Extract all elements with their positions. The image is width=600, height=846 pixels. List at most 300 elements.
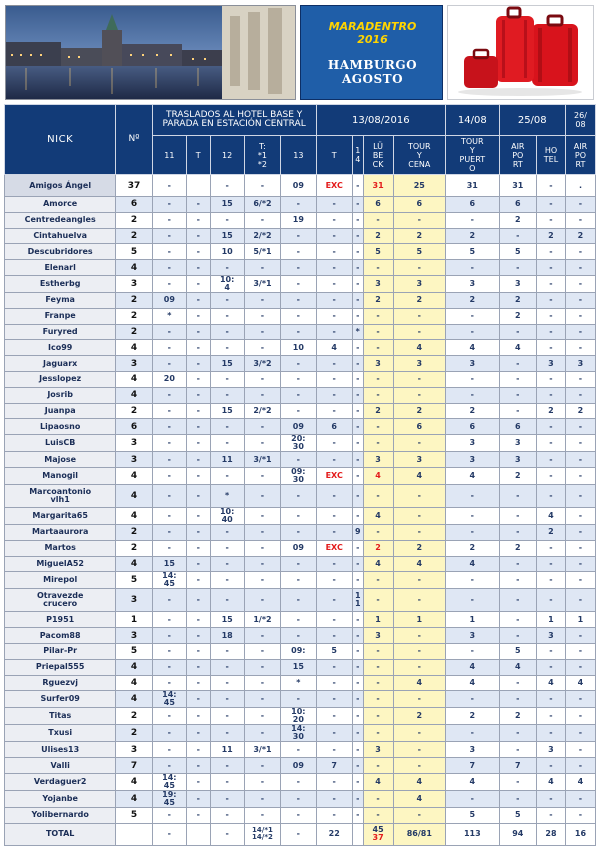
cell-t: - <box>186 556 210 572</box>
cell-airport-2608: - <box>565 452 595 468</box>
cell-hotel: 4 <box>537 507 566 524</box>
cell-t13: - <box>281 484 316 507</box>
cell-nick: Amorce <box>5 197 116 213</box>
cell-nick: TOTAL <box>5 823 116 845</box>
cell-t13b: - <box>316 403 352 419</box>
cell-t13: - <box>281 612 316 628</box>
cell-t14: - <box>352 556 363 572</box>
cell-airport-2508: 3 <box>499 452 536 468</box>
cell-tour-cena: 2 <box>393 540 445 556</box>
cell-hotel: - <box>537 292 566 308</box>
cell-lubeck: 5 <box>363 244 393 260</box>
col-12: 12 <box>210 136 244 175</box>
table-row <box>5 807 596 823</box>
cell-tstar: - <box>244 691 280 708</box>
table-row <box>5 556 596 572</box>
cell-t12: 10: 4 <box>210 275 244 292</box>
cell-lubeck: 6 <box>363 197 393 213</box>
cell-t: - <box>186 244 210 260</box>
cell-tour-cena: 3 <box>393 356 445 372</box>
cell-nick: Elenarl <box>5 260 116 276</box>
cell-t: - <box>186 419 210 435</box>
cell-t13b: - <box>316 612 352 628</box>
cell-t11: - <box>152 324 186 340</box>
col-num: Nº <box>116 105 152 175</box>
cell-tour-cena: - <box>393 572 445 589</box>
cell-airport-2508: 5 <box>499 643 536 659</box>
cell-tstar: - <box>244 308 280 324</box>
cell-t13b: - <box>316 435 352 452</box>
cell-nick: Feyma <box>5 292 116 308</box>
event-place: HAMBURGO AGOSTO <box>327 58 418 86</box>
cell-t13b: 4 <box>316 340 352 356</box>
cell-tour-puerto: 6 <box>446 197 500 213</box>
col-t: T <box>186 136 210 175</box>
cell-t: - <box>186 507 210 524</box>
cell-tstar: - <box>244 212 280 228</box>
cell-airport-2608: - <box>565 244 595 260</box>
cell-num: 3 <box>116 275 152 292</box>
col-airport-2508: AIR PO RT <box>499 136 536 175</box>
cell-num: 3 <box>116 628 152 644</box>
cell-t: - <box>186 589 210 612</box>
cell-t13: - <box>281 228 316 244</box>
cell-num: 4 <box>116 691 152 708</box>
cell-airport-2508: 3 <box>499 275 536 292</box>
cell-tstar: - <box>244 484 280 507</box>
cell-tstar: - <box>244 758 280 774</box>
cell-tour-cena: - <box>393 507 445 524</box>
cell-lubeck: - <box>363 643 393 659</box>
cell-nick: Yojanbe <box>5 790 116 807</box>
cell-nick: Estherbg <box>5 275 116 292</box>
cell-hotel: - <box>537 260 566 276</box>
cell-tour-puerto: 3 <box>446 742 500 758</box>
cell-t: - <box>186 540 210 556</box>
table-row <box>5 589 596 612</box>
cell-lubeck: 4 <box>363 773 393 790</box>
cell-t11: - <box>152 524 186 540</box>
table-row <box>5 292 596 308</box>
cell-airport-2608: 2 <box>565 228 595 244</box>
cell-tstar: - <box>244 675 280 691</box>
cell-num: 2 <box>116 228 152 244</box>
cell-t12: - <box>210 823 244 845</box>
cell-t14: - <box>352 419 363 435</box>
cell-airport-2508: 2 <box>499 292 536 308</box>
cell-tour-cena: 5 <box>393 244 445 260</box>
cell-num: 2 <box>116 725 152 742</box>
cell-lubeck: 1 <box>363 612 393 628</box>
cell-lubeck: - <box>363 435 393 452</box>
cell-tstar: 3/*1 <box>244 275 280 292</box>
cell-t11: - <box>152 387 186 403</box>
cell-t: - <box>186 292 210 308</box>
cell-airport-2508: 94 <box>499 823 536 845</box>
cell-hotel: - <box>537 659 566 675</box>
cell-t13: - <box>281 807 316 823</box>
cell-tour-puerto: - <box>446 507 500 524</box>
cell-t: - <box>186 572 210 589</box>
col-14: 1 4 <box>352 136 363 175</box>
cell-t11: - <box>152 742 186 758</box>
cell-num: 37 <box>116 175 152 197</box>
cell-t13: - <box>281 275 316 292</box>
cell-t12: - <box>210 324 244 340</box>
table-body <box>5 175 596 846</box>
cell-t14: - <box>352 484 363 507</box>
cell-t13b: EXC <box>316 467 352 484</box>
cell-tour-cena: - <box>393 387 445 403</box>
cell-t13: - <box>281 823 316 845</box>
cell-num: 6 <box>116 419 152 435</box>
cell-tstar: - <box>244 340 280 356</box>
cell-t11: - <box>152 175 186 197</box>
transfers-table-container <box>4 104 596 846</box>
cell-tour-puerto: - <box>446 691 500 708</box>
cell-num: 4 <box>116 556 152 572</box>
cell-tour-puerto: 31 <box>446 175 500 197</box>
cell-t12: - <box>210 643 244 659</box>
cell-tour-cena: 4 <box>393 675 445 691</box>
cell-t13b: - <box>316 452 352 468</box>
cell-t11: 19: 45 <box>152 790 186 807</box>
cell-t12: - <box>210 371 244 387</box>
cell-t: - <box>186 790 210 807</box>
cell-nick: Pilar-Pr <box>5 643 116 659</box>
cell-t13b: - <box>316 556 352 572</box>
cell-t11: - <box>152 725 186 742</box>
cell-tstar: - <box>244 435 280 452</box>
col-group-2608: 26/ 08 <box>565 105 595 136</box>
cell-tstar: 3/*1 <box>244 742 280 758</box>
cell-t13: - <box>281 524 316 540</box>
cell-tstar: 14/*1 14/*2 <box>244 823 280 845</box>
cell-num: 3 <box>116 589 152 612</box>
cell-hotel: - <box>537 572 566 589</box>
cell-t: - <box>186 691 210 708</box>
cell-nick: Jesslopez <box>5 371 116 387</box>
total-row <box>5 823 596 845</box>
cell-num: 4 <box>116 467 152 484</box>
cell-tour-puerto: - <box>446 484 500 507</box>
cell-t12: - <box>210 524 244 540</box>
table-row <box>5 452 596 468</box>
cell-airport-2508: - <box>499 387 536 403</box>
cell-t11: - <box>152 708 186 725</box>
cell-hotel: - <box>537 275 566 292</box>
cell-airport-2508: 2 <box>499 308 536 324</box>
cell-hotel: - <box>537 691 566 708</box>
col-t-star: T: *1 *2 <box>244 136 280 175</box>
cell-t11: 09 <box>152 292 186 308</box>
cell-t13b: - <box>316 212 352 228</box>
cell-tstar: - <box>244 524 280 540</box>
luggage-image <box>447 5 594 100</box>
table-row <box>5 484 596 507</box>
cell-t14: - <box>352 675 363 691</box>
cell-nick: Juanpa <box>5 403 116 419</box>
cell-lubeck: - <box>363 371 393 387</box>
cell-tour-puerto: 2 <box>446 540 500 556</box>
cell-t12: - <box>210 340 244 356</box>
cell-nick: Otravezde crucero <box>5 589 116 612</box>
cell-tstar: 1/*2 <box>244 612 280 628</box>
table-row <box>5 324 596 340</box>
cell-tour-cena: - <box>393 643 445 659</box>
event-title-box <box>300 5 443 100</box>
cell-nick: MiguelA52 <box>5 556 116 572</box>
cell-t: - <box>186 371 210 387</box>
cell-num: 4 <box>116 340 152 356</box>
cell-nick: Mirepol <box>5 572 116 589</box>
cell-t13: - <box>281 507 316 524</box>
cell-airport-2608: - <box>565 387 595 403</box>
table-row <box>5 387 596 403</box>
cell-tour-cena: 86/81 <box>393 823 445 845</box>
cell-lubeck: - <box>363 790 393 807</box>
cell-t13b: - <box>316 572 352 589</box>
cell-tour-cena: - <box>393 260 445 276</box>
cell-airport-2508: - <box>499 742 536 758</box>
cell-airport-2608: - <box>565 260 595 276</box>
table-row <box>5 725 596 742</box>
cell-tour-puerto: 6 <box>446 419 500 435</box>
cell-t13: 20: 30 <box>281 435 316 452</box>
cell-t12: 15 <box>210 228 244 244</box>
cell-tstar: - <box>244 507 280 524</box>
cell-t: - <box>186 340 210 356</box>
cell-t13: 15 <box>281 659 316 675</box>
cell-t14: - <box>352 725 363 742</box>
col-13: 13 <box>281 136 316 175</box>
cell-t13: - <box>281 628 316 644</box>
cell-t: - <box>186 275 210 292</box>
cell-tstar: - <box>244 589 280 612</box>
cell-t14: - <box>352 742 363 758</box>
cell-t12: - <box>210 675 244 691</box>
cell-t13b: - <box>316 589 352 612</box>
cell-airport-2608: 3 <box>565 356 595 372</box>
cell-tour-cena: 4 <box>393 790 445 807</box>
cell-tour-puerto: - <box>446 725 500 742</box>
cell-nick: Manogil <box>5 467 116 484</box>
cell-t: - <box>186 675 210 691</box>
cell-t13: - <box>281 244 316 260</box>
cell-num: 4 <box>116 790 152 807</box>
cell-t14: - <box>352 807 363 823</box>
cell-t11: - <box>152 589 186 612</box>
cell-t13b: - <box>316 387 352 403</box>
cell-t: - <box>186 260 210 276</box>
cell-tour-puerto: - <box>446 308 500 324</box>
cell-t12: - <box>210 435 244 452</box>
cell-t14: - <box>352 356 363 372</box>
cell-nick: Martos <box>5 540 116 556</box>
cell-t12: 11 <box>210 742 244 758</box>
cell-lubeck: - <box>363 308 393 324</box>
cell-num: 4 <box>116 675 152 691</box>
cell-t13b: - <box>316 324 352 340</box>
cell-tour-cena: 2 <box>393 708 445 725</box>
cell-t13b: - <box>316 507 352 524</box>
col-group-1308: 13/08/2016 <box>316 105 446 136</box>
cell-airport-2508: - <box>499 371 536 387</box>
table-row <box>5 356 596 372</box>
cell-airport-2508: 2 <box>499 540 536 556</box>
cell-hotel: - <box>537 467 566 484</box>
cell-lubeck: 45 37 <box>363 823 393 845</box>
cell-airport-2608: - <box>565 371 595 387</box>
cell-t14: - <box>352 175 363 197</box>
cell-num: 1 <box>116 612 152 628</box>
table-row <box>5 371 596 387</box>
cell-t12: - <box>210 212 244 228</box>
hamburg-photo <box>5 5 296 100</box>
cell-hotel: - <box>537 484 566 507</box>
cell-t11: 14: 45 <box>152 773 186 790</box>
cell-airport-2608: - <box>565 197 595 213</box>
cell-tour-puerto: 7 <box>446 758 500 774</box>
table-row <box>5 758 596 774</box>
cell-airport-2608: - <box>565 467 595 484</box>
cell-num: 7 <box>116 758 152 774</box>
cell-t: - <box>186 524 210 540</box>
cell-lubeck: 3 <box>363 742 393 758</box>
cell-airport-2508: - <box>499 260 536 276</box>
table-row <box>5 659 596 675</box>
cell-t14: - <box>352 387 363 403</box>
col-tour-puerto: TOUR Y PUERT O <box>446 136 500 175</box>
cell-t11: - <box>152 212 186 228</box>
cell-t14: - <box>352 612 363 628</box>
cell-airport-2508: 5 <box>499 244 536 260</box>
cell-tour-puerto: 3 <box>446 452 500 468</box>
table-row <box>5 228 596 244</box>
cell-t13b: - <box>316 675 352 691</box>
cell-hotel: 28 <box>537 823 566 845</box>
cell-t13b: - <box>316 371 352 387</box>
cell-tour-puerto: 5 <box>446 807 500 823</box>
cell-lubeck: - <box>363 340 393 356</box>
cell-airport-2608: - <box>565 292 595 308</box>
cell-hotel: 4 <box>537 773 566 790</box>
cell-tstar: 3/*1 <box>244 452 280 468</box>
table-row <box>5 419 596 435</box>
cell-num: 2 <box>116 292 152 308</box>
cell-t11: - <box>152 675 186 691</box>
cell-num: 2 <box>116 524 152 540</box>
cell-tour-puerto: 2 <box>446 292 500 308</box>
cell-t: - <box>186 403 210 419</box>
cell-tstar: 2/*2 <box>244 403 280 419</box>
cell-tstar: - <box>244 556 280 572</box>
table-row <box>5 197 596 213</box>
cell-airport-2508: - <box>499 572 536 589</box>
cell-tour-puerto: 113 <box>446 823 500 845</box>
cell-airport-2608: - <box>565 659 595 675</box>
cell-tour-cena: 4 <box>393 556 445 572</box>
table-row <box>5 212 596 228</box>
cell-nick: Amigos Ángel <box>5 175 116 197</box>
cell-nick: Lipaosno <box>5 419 116 435</box>
cell-airport-2508: - <box>499 356 536 372</box>
cell-tour-puerto: - <box>446 589 500 612</box>
cell-lubeck: 3 <box>363 628 393 644</box>
cell-airport-2608: - <box>565 589 595 612</box>
col-11: 11 <box>152 136 186 175</box>
cell-t14: - <box>352 643 363 659</box>
cell-t13: - <box>281 324 316 340</box>
cell-airport-2608: - <box>565 324 595 340</box>
cell-airport-2608: - <box>565 212 595 228</box>
cell-hotel: - <box>537 790 566 807</box>
cell-hotel: - <box>537 212 566 228</box>
table-row <box>5 507 596 524</box>
table-row <box>5 308 596 324</box>
cell-num: 3 <box>116 452 152 468</box>
cell-hotel: - <box>537 175 566 197</box>
cell-hotel: - <box>537 371 566 387</box>
cell-t: - <box>186 758 210 774</box>
cell-t11: - <box>152 807 186 823</box>
cell-lubeck: 31 <box>363 175 393 197</box>
cell-airport-2508: - <box>499 507 536 524</box>
cell-lubeck: - <box>363 260 393 276</box>
cell-t11: - <box>152 197 186 213</box>
cell-hotel: - <box>537 419 566 435</box>
cell-tstar: - <box>244 572 280 589</box>
cell-tour-cena: - <box>393 691 445 708</box>
cell-lubeck: - <box>363 659 393 675</box>
cell-t11: - <box>152 643 186 659</box>
cell-tstar: - <box>244 659 280 675</box>
cell-t13b: - <box>316 484 352 507</box>
cell-t14: 9 <box>352 524 363 540</box>
cell-airport-2508: - <box>499 773 536 790</box>
cell-tour-puerto: - <box>446 790 500 807</box>
cell-lubeck: - <box>363 572 393 589</box>
cell-tour-cena: 25 <box>393 175 445 197</box>
cell-tour-cena: - <box>393 628 445 644</box>
cell-t13b: - <box>316 708 352 725</box>
cell-t14: - <box>352 540 363 556</box>
cell-num: 3 <box>116 742 152 758</box>
cell-t13: - <box>281 292 316 308</box>
cell-tstar: - <box>244 643 280 659</box>
cell-tour-cena: - <box>393 742 445 758</box>
cell-hotel: 2 <box>537 524 566 540</box>
cell-t14: - <box>352 758 363 774</box>
cell-airport-2608: - <box>565 643 595 659</box>
cell-tour-puerto: 4 <box>446 773 500 790</box>
cell-airport-2508: 3 <box>499 435 536 452</box>
cell-t: - <box>186 387 210 403</box>
cell-t13: - <box>281 452 316 468</box>
cell-tstar: - <box>244 773 280 790</box>
cell-lubeck: - <box>363 524 393 540</box>
cell-t: - <box>186 628 210 644</box>
cell-nick: Txusi <box>5 725 116 742</box>
cell-tstar: - <box>244 790 280 807</box>
cell-t: - <box>186 228 210 244</box>
cell-t11: - <box>152 507 186 524</box>
col-lubeck: LÜ BE CK <box>363 136 393 175</box>
cell-hotel: - <box>537 708 566 725</box>
cell-tour-puerto: 3 <box>446 628 500 644</box>
cell-t12: 15 <box>210 197 244 213</box>
cell-tour-puerto: 3 <box>446 435 500 452</box>
